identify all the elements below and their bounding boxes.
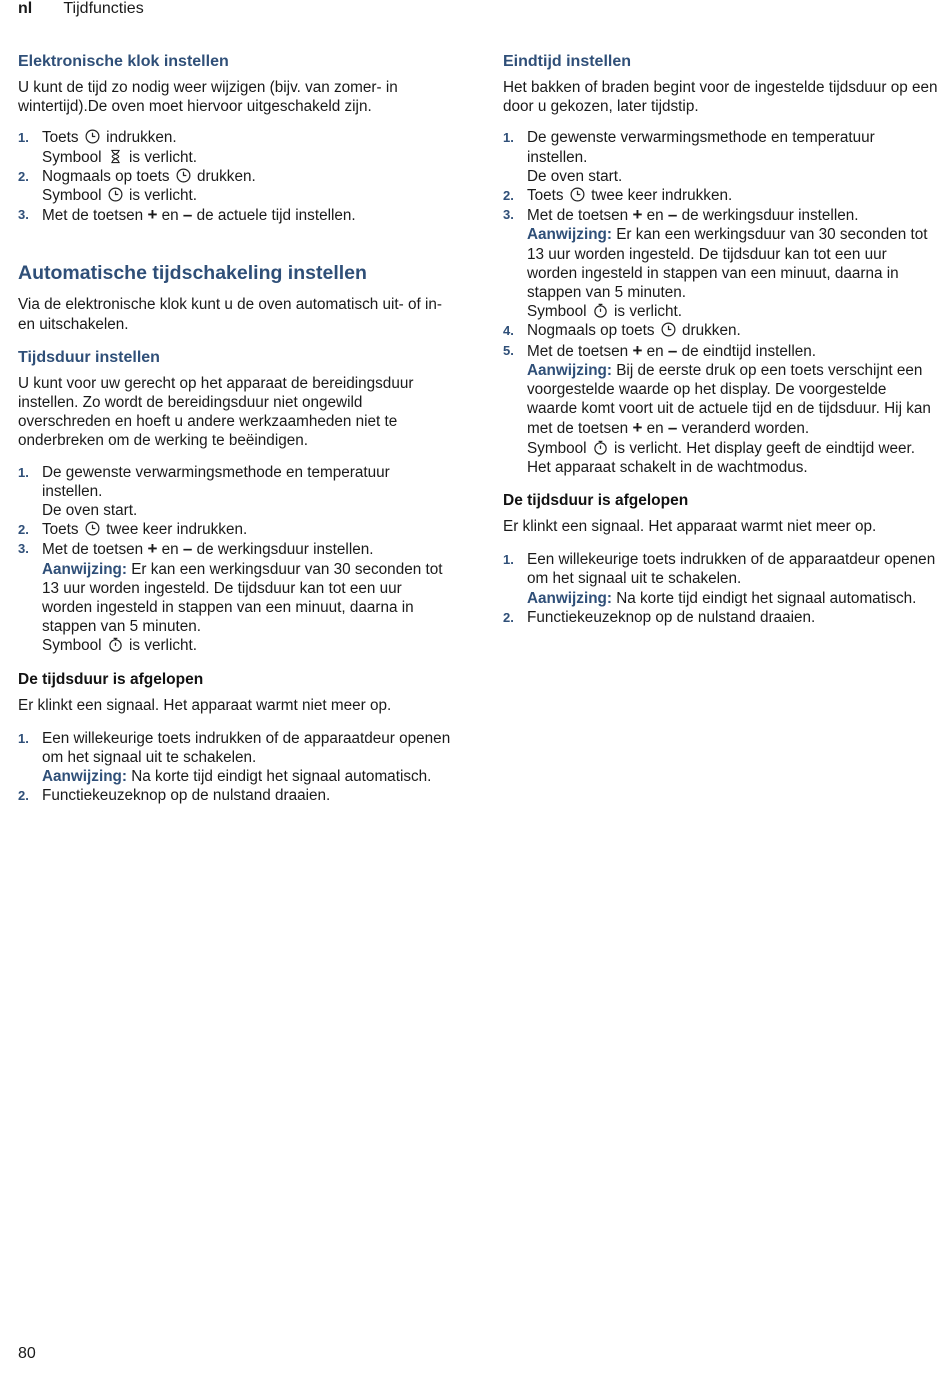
note-text: Er kan een werkingsduur van 30 seconden tot 13 uur worden ingesteld. De tijdsduur kan tot een uur worden ingesteld in stappen van een minuut, daarna in stappen van 5 minuten. bbox=[527, 226, 928, 302]
plus-key-symbol: + bbox=[632, 418, 643, 438]
left-column bbox=[18, 52, 453, 820]
step-text: is verlicht. bbox=[129, 148, 198, 166]
list-item bbox=[18, 729, 453, 787]
heading-afgelopen: De tijdsduur is afgelopen bbox=[18, 670, 204, 688]
step-text: De gewenste verwarmingsmethode en temperatuur instellen. bbox=[42, 463, 390, 500]
step-text: De oven start. bbox=[527, 167, 623, 185]
section-duur bbox=[18, 348, 453, 656]
plus-key-symbol: + bbox=[147, 205, 158, 225]
page-number: 80 bbox=[18, 1345, 36, 1362]
plus-key-symbol: + bbox=[632, 205, 643, 225]
plus-key-symbol: + bbox=[632, 340, 643, 360]
step-text: Nogmaals op toets bbox=[527, 322, 655, 340]
section-afgelopen-left bbox=[18, 670, 453, 806]
step-text: en bbox=[161, 541, 179, 559]
note-text: Er kan een werkingsduur van 30 seconden tot 13 uur worden ingesteld. De tijdsduur kan tot een uur worden ingesteld in stappen van een minuut, daarna in stappen van 5 minuten. bbox=[42, 560, 443, 636]
plus-key-symbol: + bbox=[147, 539, 158, 559]
step-number: 2. bbox=[18, 522, 29, 538]
minus-key-symbol: – bbox=[182, 205, 193, 225]
step-number: 1. bbox=[503, 130, 514, 146]
step-text: twee keer indrukken. bbox=[106, 521, 248, 539]
step-text: de werkingsduur instellen. bbox=[196, 541, 374, 559]
step-number: 2. bbox=[503, 188, 514, 204]
step-text: Symbool bbox=[42, 187, 102, 205]
step-number: 3. bbox=[18, 541, 29, 557]
step-text: drukken. bbox=[682, 322, 741, 340]
step-number: 1. bbox=[18, 130, 29, 146]
note-text: veranderd worden. bbox=[681, 420, 810, 438]
list-item bbox=[503, 321, 938, 340]
clock-icon bbox=[176, 168, 191, 183]
step-text: Met de toetsen bbox=[527, 207, 629, 225]
step-text: drukken. bbox=[197, 167, 256, 185]
note-text: en bbox=[646, 420, 664, 438]
step-text: Functiekeuzeknop op de nulstand draaien. bbox=[42, 787, 331, 805]
minus-key-symbol: – bbox=[667, 205, 678, 225]
note-label: Aanwijzing: bbox=[42, 560, 127, 578]
right-column bbox=[503, 52, 938, 641]
step-text: indrukken. bbox=[106, 129, 177, 147]
step-text: Met de toetsen bbox=[527, 342, 629, 360]
section-afgelopen-right bbox=[503, 491, 938, 627]
clock-icon bbox=[108, 187, 123, 202]
step-text: Symbool bbox=[42, 637, 102, 655]
minus-key-symbol: – bbox=[667, 418, 678, 438]
list-item bbox=[503, 205, 938, 321]
step-number: 2. bbox=[503, 609, 514, 625]
duur-intro: U kunt voor uw gerecht op het apparaat de bereidingsduur instellen. Zo wordt de bereidingsduur niet ongewild overschreden en hoeft u andere werkzaamheden niet te onderbreken om de werking te beëindigen. bbox=[18, 374, 414, 450]
step-text: Symbool bbox=[527, 303, 587, 321]
list-item bbox=[503, 550, 938, 608]
auto-intro: Via de elektronische klok kunt u de oven automatisch uit- of in- en uitschakelen. bbox=[18, 296, 443, 333]
step-text: Met de toetsen bbox=[42, 541, 144, 559]
heading-clock: Elektronische klok instellen bbox=[18, 53, 229, 70]
eind-steps bbox=[503, 128, 938, 477]
step-text: is verlicht. bbox=[129, 187, 198, 205]
step-text: en bbox=[646, 342, 664, 360]
step-text: Toets bbox=[42, 129, 79, 147]
step-text: Symbool bbox=[527, 439, 587, 457]
minus-key-symbol: – bbox=[182, 539, 193, 559]
step-text: twee keer indrukken. bbox=[591, 187, 733, 205]
step-number: 1. bbox=[18, 730, 29, 746]
list-item bbox=[503, 608, 938, 627]
duur-steps bbox=[18, 463, 453, 656]
step-text: de eindtijd instellen. bbox=[681, 342, 816, 360]
step-text: en bbox=[161, 207, 179, 225]
afgelopen-steps bbox=[18, 729, 453, 806]
step-text: de actuele tijd instellen. bbox=[196, 207, 356, 225]
heading-duur: Tijdsduur instellen bbox=[18, 348, 160, 366]
step-text: De gewenste verwarmingsmethode en temperatuur instellen. bbox=[527, 129, 875, 166]
afgelopen-intro: Er klinkt een signaal. Het apparaat warmt niet meer op. bbox=[503, 518, 877, 536]
step-text: de werkingsduur instellen. bbox=[681, 207, 859, 225]
step-text: Symbool bbox=[42, 148, 102, 166]
timer-icon bbox=[593, 303, 608, 318]
heading-auto: Automatische tijdschakeling instellen bbox=[18, 262, 367, 285]
step-text: is verlicht. bbox=[129, 637, 198, 655]
note-text: Bij de eerste druk op een toets verschijnt een voorgestelde waarde op het display. De voorgestelde waarde komt voort uit de actuele tijd en de tijdsduur. Hij kan met de toetsen bbox=[527, 361, 931, 438]
list-item bbox=[503, 341, 938, 477]
afgelopen-steps bbox=[503, 550, 938, 627]
step-number: 3. bbox=[503, 207, 514, 223]
step-text: en bbox=[646, 207, 664, 225]
timer-icon bbox=[108, 637, 123, 652]
step-number: 2. bbox=[18, 168, 29, 184]
list-item bbox=[18, 128, 453, 166]
step-number: 1. bbox=[18, 464, 29, 480]
note-label: Aanwijzing: bbox=[527, 226, 612, 244]
afgelopen-intro: Er klinkt een signaal. Het apparaat warmt niet meer op. bbox=[18, 696, 392, 714]
step-number: 2. bbox=[18, 788, 29, 804]
clock-intro: U kunt de tijd zo nodig weer wijzigen (bijv. van zomer- in wintertijd).De oven moet hiervoor uitgeschakeld zijn. bbox=[18, 79, 398, 116]
step-text: Functiekeuzeknop op de nulstand draaien. bbox=[527, 608, 816, 626]
step-text: is verlicht. Het display geeft de eindtijd weer. Het apparaat schakelt in de wachtmodus. bbox=[527, 439, 916, 476]
step-number: 3. bbox=[18, 207, 29, 223]
minus-key-symbol: – bbox=[667, 340, 678, 360]
step-text: Toets bbox=[42, 521, 79, 539]
section-auto bbox=[18, 261, 453, 333]
note-label: Aanwijzing: bbox=[42, 768, 127, 786]
note-text: Na korte tijd eindigt het signaal automatisch. bbox=[131, 768, 432, 786]
list-item bbox=[18, 463, 453, 521]
step-text: Met de toetsen bbox=[42, 207, 144, 225]
note-label: Aanwijzing: bbox=[527, 361, 612, 379]
list-item bbox=[503, 128, 938, 186]
step-text: Een willekeurige toets indrukken of de apparaatdeur openen om het signaal uit te schakelen. bbox=[527, 551, 936, 588]
list-item bbox=[18, 167, 453, 205]
page-header bbox=[18, 0, 144, 18]
note-text: Na korte tijd eindigt het signaal automatisch. bbox=[616, 589, 917, 607]
clock-icon bbox=[85, 521, 100, 536]
step-text: Nogmaals op toets bbox=[42, 167, 170, 185]
clock-icon bbox=[661, 322, 676, 337]
step-text: De oven start. bbox=[42, 502, 138, 520]
list-item bbox=[503, 186, 938, 205]
step-text: Een willekeurige toets indrukken of de apparaatdeur openen om het signaal uit te schakelen. bbox=[42, 729, 451, 767]
clock-steps bbox=[18, 128, 453, 225]
step-number: 1. bbox=[503, 552, 514, 568]
clock-icon bbox=[85, 129, 100, 144]
section-clock bbox=[18, 52, 453, 225]
clock-icon bbox=[570, 187, 585, 202]
heading-afgelopen: De tijdsduur is afgelopen bbox=[503, 492, 689, 510]
timer-icon bbox=[593, 440, 608, 455]
step-number: 4. bbox=[503, 323, 514, 339]
hourglass-icon bbox=[108, 149, 123, 164]
heading-eind: Eindtijd instellen bbox=[503, 53, 632, 70]
step-text: is verlicht. bbox=[614, 303, 683, 321]
step-number: 5. bbox=[503, 342, 514, 358]
list-item bbox=[18, 786, 453, 805]
language-code: nl bbox=[18, 0, 33, 17]
section-title: Tijdfuncties bbox=[63, 0, 144, 17]
list-item bbox=[18, 520, 453, 539]
section-eind bbox=[503, 52, 938, 477]
step-text: Toets bbox=[527, 187, 564, 205]
eind-intro: Het bakken of braden begint voor de ingestelde tijdsduur op een door u gekozen, later tijdstip. bbox=[503, 79, 938, 116]
note-label: Aanwijzing: bbox=[527, 589, 612, 607]
list-item bbox=[18, 205, 453, 225]
list-item bbox=[18, 539, 453, 655]
